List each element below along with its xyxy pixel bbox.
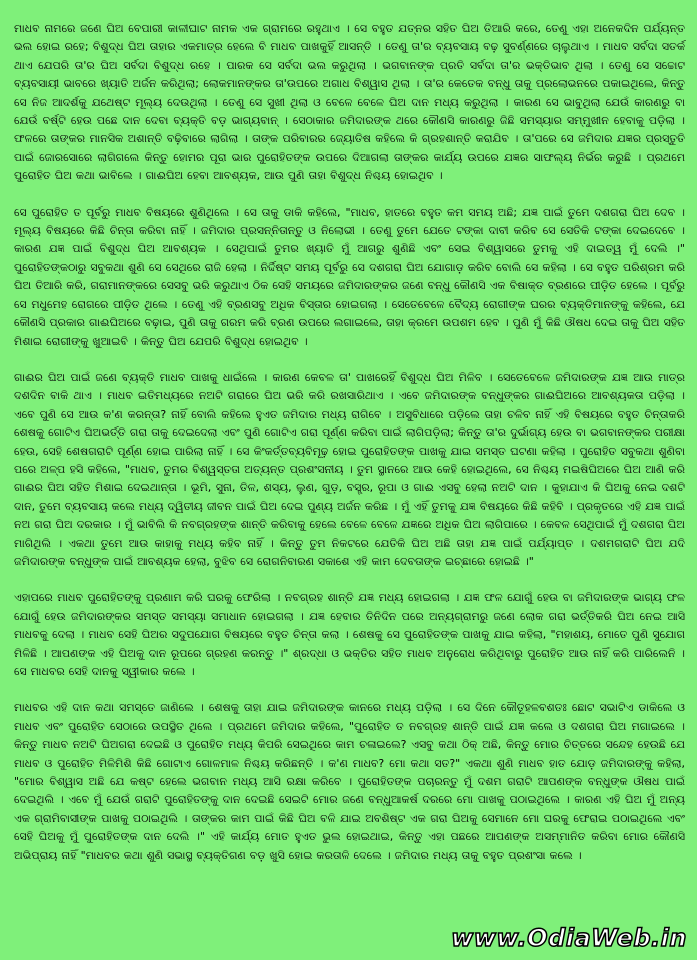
story-paragraph-1: ମାଧବ ନାମରେ ଜଣେ ଘିଅ ବେପାରୀ କାଳୀଘାଟ ନାମକ ଏକ ଗ୍ରାମରେ ରହୁଥାଏ । ସେ ବହୁତ ଯତ୍ନର ସହିତ ଘିଅ ତିଆରି କରେ, ତେଣୁ ଏହା ଅନେକଦିନ ପର୍ଯ୍ୟନ୍ତ ଭଲ ହୋଇ ରହେ; ବିଶୁଦ୍ଧ ଘିଅ ତାହାର ଏକମାତ୍ର ହେଲେ ବି ମାଧବ ପାଖକୁହିଁ ଆସନ୍ତି । ତେଣୁ ତା'ର ବ୍ୟବସାୟ ବଢ଼ ସୁବର୍ଣ୍ଣରେ ଚାଲୁଥାଏ । ମାଧବ ସର୍ବଦା ସତର୍କ ଥାଏ ଯେପରି ତା'ର ଘିଅ ସର୍ବଦା ବିଶୁଦ୍ଧ ରହେ । ପାରକ ସେ ସର୍ବଦା ଭଲ କରୁଥିଲା । ଭଗବାନଙ୍କ ପ୍ରତି ସର୍ବଦା ତା'ର ଭକ୍ତିଭାବ ଥିଲା । ତେଣୁ ସେ ସଚ୍ଚୋଟ ବ୍ୟବସାୟୀ ଭାବରେ ଖ୍ୟାତି ଅର୍ଜନ କରିଥିଲା; ଲୋକମାନଙ୍କର ତା'ଉପରେ ଅଗାଧ ବିଶ୍ୱାସ ଥିଲା । ତା'ର କେତେକ ବନ୍ଧୁ ତାକୁ ପ୍ରଲୋଭନରେ ପକାଇଥିଲେ, କିନ୍ତୁ ସେ ନିଜ ଆଦର୍ଶକୁ ଯଥେଷ୍ଟ ମୂଲ୍ୟ ଦେଉଥିଲା । ତେଣୁ ସେ ସୁଖୀ ଥିଲା ଓ ବେଳେ ବେଳେ ଘିଅ ଦାନ ମଧ୍ୟ କରୁଥିଲା । କାରଣ ସେ ଭାବୁଥିଲା ଯେଉଁ କାରଣରୁ ବା ଯେଉଁ ବର୍ଷ୍ଟି ହେଉ ପଛେ ଦାନ ଦେବା ବ୍ୟକ୍ତି ବଡ଼ ଭାଗ୍ୟବାନ୍ । ସେଠାକାର ଜମିଦାରଙ୍କ ଥରେ କୌଣସି କାରଣରୁ ଜିଛି ସମସ୍ୟାର ସମ୍ମୁଖୀନ ହେବାକୁ ପଡ଼ିଲା । ଫଳରେ ତାଙ୍କର ମାନସିକ ଅଶାନ୍ତି ବଢ଼ିବାରେ ଲାଗିଲା । ତାଙ୍କ ପରିବାରର ଜ୍ୟୋତିଷ କହିଲେ କି ଗ୍ରହଶାନ୍ତି କରାଯିବ । ତା'ପରେ ସେ ଜମିଦାର ଯଜ୍ଞର ପ୍ରସ୍ତୁତି ପାଇଁ ଜୋରସୋରେ ଲାଗିଗଲେ କିନ୍ତୁ ହୋମର ପୂରା ଭାର ପୁରୋହିତଙ୍କ ଉପରେ ଦିଆଗଲା ତାଙ୍କର କାର୍ଯ୍ୟ ଉପରେ ଯଜ୍ଞର ସାଫଲ୍ୟ ନିର୍ଭର କରୁଛି । ପ୍ରଥମେ ପୁରୋହିତ ଘିଅ କଥା ଭାବିଲେ । ଗାଈଘିଅ ହେବା ଆବଶ୍ୟକ, ଆଉ ପୁଣି ତାହା ବିଶୁଦ୍ଧ ନିଶ୍ଚୟ ହୋଇଥିବ । [14, 22, 685, 183]
story-paragraph-3: ଗାଈର ଘିଅ ପାଇଁ ଜଣେ ବ୍ୟକ୍ତି ମାଧବ ପାଖକୁ ଧାଇଁଲେ । କାରଣ କେବଳ ତା' ପାଖରେହିଁ ବିଶୁଦ୍ଧ ଘିଅ ମିଳିବ । ସେତେବେଳେ ଜମିଦାରଙ୍କ ଯଜ୍ଞ ଆଉ ମାତ୍ର ଦଶଦିନ ବାକି ଥାଏ । ମାଧବ ଇତିମଧ୍ୟରେ ନଅଟି ଗରାରେ ଘିଅ ଭରି କରି ରଖସାରିଥାଏ । ଏବେ ଜମିଦାରଙ୍କ ବନ୍ଧୁଙ୍କର ଗାଈଘିଅରେ ଆବଶ୍ୟକତା ପଡ଼ିଲା । ଏବେ ପୁଣି ସେ ଆଉ କ'ଣ କରନ୍ତା? ନାହିଁ ବୋଲି କହିଲେ ହୁଏତ ଜମିଦାର ମଧ୍ୟ ରାଗିବେ । ଅସୁବିଧାରେ ପଡ଼ିଲେ ତାହା ଚଳିବ ନାହିଁ ଏହି ବିଷୟରେ ବହୁତ ଚିନ୍ତାକରି ଶେଷକୁ ଗୋଟିଏ ଘିଅଭର୍ତ୍ତି ଗରା ତାକୁ ଦେଇଦେଲା ଏବଂ ପୁଣି ଗୋଟିଏ ଗରା ପୂର୍ଣ୍ଣ କରିବା ପାଇଁ ଲାଗିପଡ଼ିଲା; କିନ୍ତୁ ତା'ର ଦୁର୍ଭାଗ୍ୟ ହେଉ ବା ଭଗବାନଙ୍କର ପରୀକ୍ଷା ହେଉ, ସେହି ଶେଷଗରାଟି ପୂର୍ଣ୍ଣ ହୋଇ ପାରିଲା ନାହିଁ । ସେ କିଂକର୍ତ୍ତବ୍ୟବିମୂଢ଼ ହୋଇ ପୁରୋହିତଙ୍କ ପାଖକୁ ଯାଇ ସମସ୍ତ ଘଟଣା କହିଲା । ପୁରୋହିତ ସବୁକଥା ଶୁଣିବା ପରେ ଅଳ୍ପ ହସି କହିଲେ, "ମାଧବ, ତୁମର ବିଶ୍ୱସ୍ତତା ଅତ୍ୟନ୍ତ ପ୍ରଶଂସନୀୟ । ତୁମ ସ୍ଥାନରେ ଆଉ କେହି ହୋଇଥିଲେ, ସେ ନିଶ୍ଚୟ ମଇଷିଘିଅରେ ଘିଅ ଆଣି କରି ଗାଈର ଘିଅ ସହିତ ମିଶାଇ ଦେଇଥାନ୍ତା । ଭୂମି, ସୁନା, ତିଳ, ଶସ୍ୟ, ଲୁଣ, ଗୁଡ଼, ବସ୍ତ୍ର, ରୂପା ଓ ଗାଈ ଏସବୁ ହେଲା ନଅଟି ଦାନ । କୁହାଯାଏ କି ଘିଅକୁ ନେଇ ଦଶଟି ଦାନ, ତୁମେ ବ୍ୟବସାୟ କଲେ ମଧ୍ୟ ଦ୍ୱିତୀୟ ଜୀବନ ପାଇଁ ଘିଅ ଦେଇ ପୁଣ୍ୟ ଅର୍ଜନ କରିଛ । ମୁଁ ଏହିଁ ତୁମକୁ ଯଜ୍ଞ ବିଷୟରେ କିଛି କହିବି । ପ୍ରକୃତରେ ଏହି ଯଜ୍ଞ ପାଇଁ ନଅ ଗରା ଘିଅ ଦରକାର । ମୁଁ ଭାବିଲି କି ନବଗ୍ରହଙ୍କ ଶାନ୍ତି କରିବାକୁ ହେଲେ ବେଳେ ବେଳେ ଯଜ୍ଞରେ ଅଧିକ ଘିଅ ଲାଗିପାରେ । କେବଳ ସେଥିପାଇଁ ମୁଁ ଦଶଗରା ଘିଅ ମାଗିଥିଲି । ଏକଥା ତୁମେ ଆଉ କାହାକୁ ମଧ୍ୟ କହିବ ନାହିଁ । କିନ୍ତୁ ତୁମ ନିକଟରେ ଯେତିକି ଘିଅ ଅଛି ତାହା ଯଜ୍ଞ ପାଇଁ ପର୍ଯ୍ୟାପ୍ତ । ଦଶମଗରାଟି ଘିଅ ଯଦି ଜମିଦାରଙ୍କ ବନ୍ଧୁଙ୍କ ପାଇଁ ଆବଶ୍ୟକ ହେଲା, ବୁଝିବ ସେ ରୋଗନିବାରଣ ସକାଶେ ଏହି କାମ ଦେବତାଙ୍କ ଇଚ୍ଛାରେ ହୋଇଛି ।" [14, 370, 685, 568]
story-paragraph-4: ଏହାପରେ ମାଧବ ପୁରୋହିତଙ୍କୁ ପ୍ରଣାମ କରି ଘରକୁ ଫେରିଲା । ନବଗ୍ରହ ଶାନ୍ତି ଯଜ୍ଞ ମଧ୍ୟ ହୋଇଗଲା । ଯଜ୍ଞ ଫଳ ଯୋଗୁଁ ହେଉ ବା ଜମିଦାରଙ୍କ ଭାଗ୍ୟ ଫଳ ଯୋଗୁଁ ହେଉ ଜମିଦାରଙ୍କର ସମସ୍ତ ସମସ୍ୟା ସମାଧାନ ହୋଇଗଲା । ଯଜ୍ଞ ହେବାର ତିନିଦିନ ପରେ ଅନ୍ୟଗ୍ରାମରୁ ଜଣେ ଲୋକ ଗରା ଭର୍ତ୍ତିକରି ଘିଅ ନେଇ ଆସି ମାଧବକୁ ଦେଲା । ମାଧବ ସେହି ଘିଅର ସଦୁପଯୋଗ ବିଷୟରେ ବହୁତ ଚିନ୍ତା କଲା । ଶେଷକୁ ସେ ପୁରୋହିତଙ୍କ ପାଖକୁ ଯାଇ କହିଲା, "ମହାଶୟ, ମୋତେ ପୁଣି ସୁଯୋଗ ମିଳିଛି । ଆପଣଙ୍କ ଏହି ଘିଅକୁ ଦାନ ରୂପରେ ଗ୍ରହଣ କରନ୍ତୁ ।" ଶ୍ରଦ୍ଧା ଓ ଭକ୍ତିର ସହିତ ମାଧବ ଅନୁରୋଧ କରିଥିବାରୁ ପୁରୋହିତ ଆଉ ନାହିଁ କରି ପାରିଲେନି । ସେ ମାଧବର ସେହି ଦାନକୁ ସ୍ୱୀକାର କଲେ । [14, 591, 685, 678]
site-watermark: www.OdiaWeb.in [451, 924, 687, 952]
story-paragraph-5: ମାଧବର ଏହି ଦାନ କଥା ସମସ୍ତେ ଜାଣିଲେ । ଶେଷକୁ ତାହା ଯାଇ ଜମିଦାରଙ୍କ କାନରେ ମଧ୍ୟ ପଡ଼ିଲା । ସେ ଦିନେ କୌତୂହଳବଶତଃ ଛୋଟ ସଭାଟିଏ ଡାକିଲେ ଓ ମାଧବ ଏବଂ ପୁରୋହିତ ସେଠାରେ ଉପସ୍ଥିତ ଥିଲେ । ପ୍ରଥମେ ଜମିଦାର କହିଲେ, "ପୁରୋହିତ ତ ନବଗ୍ରହ ଶାନ୍ତି ପାଇଁ ଯଜ୍ଞ କଲେ ଓ ଦଶଗରା ଘିଅ ମଗାଇଲେ । କିନ୍ତୁ ମାଧବ ନଅଟି ଘିଅଗରା ଦେଇଛି ଓ ପୁରୋହିତ ମଧ୍ୟ କିପରି ସେଇଥିରେ କାମ ଚଳାଇଲେ? ଏସବୁ କଥା ଠିକ୍ ଅଛି, କିନ୍ତୁ ମୋର ଚିତ୍ତରେ ସନ୍ଦେହ ହେଉଛି ଯେ ମାଧବ ଓ ପୁରୋହିତ ମିଳିମିଶି କିଛି ଗୋଟାଏ ଗୋଳମାଳ ନିଶ୍ଚୟ କରିଛନ୍ତି । କ'ଣ ମାଧବ? ମୋ କଥା ସତ?" ଏକଥା ଶୁଣି ମାଧବ ହାତ ଯୋଡ଼ ଜମିଦାରଙ୍କୁ କହିଲା, "ମୋର ବିଶ୍ୱାସ ଅଛି ଯେ କଷ୍ଟ ହେଲେ ଭଗବାନ ମଧ୍ୟ ଆସି ରକ୍ଷା କରିବେ । ପୁରୋହିତଙ୍କ ପଚାରନ୍ତୁ ମୁଁ ଦଶମ ଗରାଟି ଆପଣଙ୍କ ବନ୍ଧୁଙ୍କ ଔଷଧ ପାଇଁ ଦେଇଥିଲି । ଏବେ ମୁଁ ଯେଉଁ ଗରାଟି ପୁରୋହିତଙ୍କୁ ଦାନ ଦେଇଛି ସେଇଟି ମୋର ଜଣେ ବନ୍ଧୁଆକର୍ଷ ଦରରେ ମୋ ପାଖକୁ ପଠାଇଥିଲେ । କାରଣ ଏହି ଘିଅ ମୁଁ ଅନ୍ୟ ଏକ ଗ୍ରାମିବାସୀଙ୍କ ପାଖକୁ ପଠାଇଥିଲି । ତାଙ୍କର କାମ ପାଇଁ କିଛି ଘିଅ ବଳି ଯାଇ ଅବଶିଷ୍ଟ ଏକ ଗରା ଘିଅକୁ ସେମାନେ ମୋ ଘରକୁ ଫେରାଇ ପଠାଇଥିଲେ ଏବଂ ସେହି ଘିଅକୁ ମୁଁ ପୁରୋହିତଙ୍କ ଦାନ ଦେଲି ।" ଏହି କାର୍ଯ୍ୟ ମୋତ ହୁଏତ ଭୁଲ ହୋଇଥାଇ, କିନ୍ତୁ ଏହା ପଛରେ ଆପଣଙ୍କ ଅସମ୍ମାନିତ କରିବା ମୋର କୌଣସି ଅଭିପ୍ରାୟ ନାହିଁ "ମାଧବର କଥା ଶୁଣି ସଭାସ୍ଥ ବ୍ୟକ୍ତିଗଣ ବଡ଼ ଖୁସି ହୋଇ କରତାଳି ଦେଲେ । ଜମିଦାର ମଧ୍ୟ ତାକୁ ବହୁତ ପ୍ରଶଂସା କଲେ । [14, 701, 685, 862]
story-paragraph-2: ସେ ପୁରୋହିତ ତ ପୂର୍ବରୁ ମାଧବ ବିଷୟରେ ଶୁଣିଥିଲେ । ସେ ତାକୁ ଡାକି କହିଲେ, "ମାଧବ, ହାତରେ ବହୁତ କମ ସମୟ ଅଛି; ଯଜ୍ଞ ପାଇଁ ତୁମେ ଦଶଗରା ଘିଅ ଦେବ । ମୂଲ୍ୟ ବିଷୟରେ କିଛି ଚିନ୍ତା କରିବା ନାହିଁ । ଜମିଦାର ପ୍ରସନ୍ନିତାନ୍ତୁ ଓ ନିଲୋଭୀ । ତେଣୁ ତୁମେ ଯେତେ ଟଙ୍କା ଦାବୀ କରିବ ସେ ସେତିକି ଟଙ୍କା ଦେଇଦେବେ । କାରଣ ଯଜ୍ଞ ପାଇଁ ବିଶୁଦ୍ଧ ଘିଅ ଆବଶ୍ୟକ । ସେଥିପାଇଁ ତୁମର ଖ୍ୟାତି ମୁଁ ଆଗରୁ ଶୁଣିଛି ଏବଂ ସେଇ ବିଶ୍ୱାସରେ ତୁମକୁ ଏହି ଦାଇତ୍ୱ ମୁଁ ଦେଲି ।" ପୁରୋହିତଙ୍କଠାରୁ ସବୁକଥା ଶୁଣି ସେ ସେଥିରେ ରାଜି ହେଲା । ନିର୍ଦ୍ଦିଷ୍ଟ ସମୟ ପୂର୍ବରୁ ସେ ଦଶଗରା ଘିଅ ଯୋଗାଡ଼ କରିବ ବୋଲି ସେ କହିଲା । ସେ ବହୁତ ପରିଶ୍ରମ କରି ଘିଅ ତିଆରି କରି, ଗରାମାନଙ୍କରେ ସେସବୁ ଭରି କରୁଥାଏ ଠିକ ସେହି ସମୟରେ ଜମିଦାରଙ୍କର ଜଣେ ବନ୍ଧୁ କୌଣସି ଏକ ବିଷାକ୍ତ ବ୍ରଣରେ ପୀଡ଼ିତ ହେଲେ । ପୂର୍ବରୁ ସେ ମଧୁମେହ ରୋଗରେ ପୀଡ଼ିତ ଥିଲେ । ତେଣୁ ଏହି ବ୍ରଣସବୁ ଅଧିକ ବିସ୍ତାର ହୋଇଗଲା । ସେତେବେଳେ ବୈଦ୍ୟ ରୋଗୀଙ୍କ ଘରର ବ୍ୟକ୍ତିମାନଙ୍କୁ କହିଲେ, ଯେ କୌଣସି ପ୍ରକାର ଗାଈଘିଅରେ ବଢ଼ାଇ, ପୁଣି ତାକୁ ଗରମ କରି ବ୍ରଣ ଉପରେ ଲଗାଇଲେ, ତାହା କ୍ରମେ ଉପଶମ ହେବ । ପୁଣି ମୁଁ କିଛି ଔଷଧ ଦେଇ ତାକୁ ଘିଅ ସହିତ ମିଶାଇ ରୋଗୀଙ୍କୁ ଖୁଆଇବି । କିନ୍ତୁ ଘିଅ ଯେପରି ବିଶୁଦ୍ଧ ହୋଇଥିବ । [14, 205, 685, 348]
